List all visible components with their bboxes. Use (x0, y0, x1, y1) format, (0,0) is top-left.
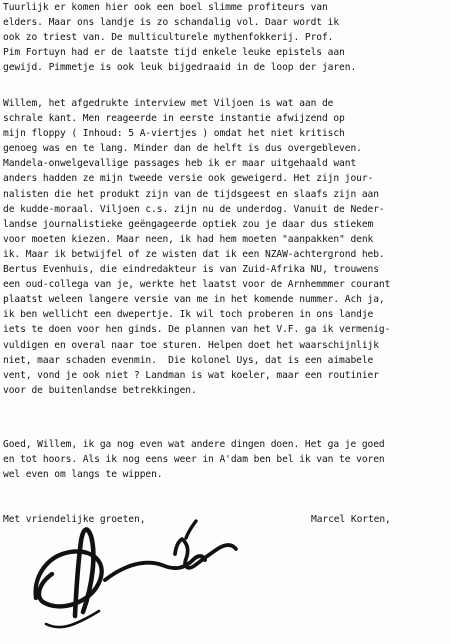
text-line: en tot hoors. Als ik nog eens weer in A'dam ben bel ik van te voren (3, 454, 385, 466)
text-line: ook zo triest van. De multiculturele mythenfokkerij. Prof. (3, 32, 334, 44)
signature-stroke (36, 551, 102, 606)
text-line: gewijd. Pimmetje is ook leuk bijgedraaid in de loop der jaren. (3, 62, 357, 74)
text-line: Tuurlijk er komen hier ook een boel slimme profiteurs van (3, 2, 328, 13)
text-line: wel even om langs te wippen. (3, 469, 163, 481)
text-line: ik. Maar ik betwijfel of ze wisten dat ik een NZAW-achtergrond heb. (3, 248, 385, 260)
letter-paragraph-3 (3, 437, 450, 482)
sender-name: Marcel Korten, (311, 514, 391, 525)
letter-paragraph-1 (3, 0, 450, 75)
signature-stroke (105, 556, 205, 580)
text-line: Mandela-onwelgevallige passages heb ik er maar uitgehaald want (3, 158, 357, 170)
text-line: landse journalistieke geëngageerde optiek zou je daar dus stiekem (3, 218, 374, 230)
text-line: ik ben wellicht een dwepertje. Ik wil toch proberen in ons landje (3, 309, 374, 321)
letter-paragraph-2 (3, 96, 450, 398)
letter-closing: Met vriendelijke groeten, (3, 514, 146, 525)
text-line: voor de buitenlandse betrekkingen. (3, 384, 197, 396)
text-line: Bertus Evenhuis, die eindredakteur is van Zuid-Afrika NU, trouwens (3, 264, 379, 276)
text-line: een oud-collega van je, werkte het laatst voor de Arnhemmmer courant (3, 279, 391, 291)
text-line: plaatst weleen langere versie van me in het komende nummer. Ach ja, (3, 294, 385, 306)
signature-stroke (46, 611, 99, 627)
text-line: de kudde-moraal. Viljoen c.s. zijn nu de underdog. Vanuit de Neder- (3, 203, 385, 215)
text-line: Goed, Willem, ik ga nog even wat andere dingen doen. Het ga je goed (3, 439, 385, 450)
text-line: vent, vond je ook niet ? Landman is wat koeler, maar een routinier (3, 369, 379, 381)
text-line: schrale kant. Men reageerde in eerste instantie afwijzend op (3, 113, 345, 125)
text-line: mijn floppy ( Inhoud: 5 A-viertjes ) omdat het niet kritisch (3, 128, 345, 140)
text-line: niet, maar schaden evenmin. Die kolonel Uys, dat is een aimabele (3, 354, 374, 366)
text-line: elders. Maar ons landje is zo schandalig vol. Daar wordt ik (3, 17, 340, 29)
text-line: iets te doen voor hen ginds. De plannen van het V.F. ga ik vermenig- (3, 324, 391, 336)
text-line: genoeg was en te lang. Minder dan de helft is dus overgebleven. (3, 143, 362, 155)
text-line: nalisten die het produkt zijn van de tijdsgeest en slaafs zijn aan (3, 188, 379, 200)
text-line: Willem, het afgedrukte interview met Viljoen is wat aan de (3, 98, 334, 109)
text-line: Pim Fortuyn had er de laatste tijd enkele leuke epistels aan (3, 47, 345, 59)
text-line: anders hadden ze mijn tweede versie ook geweigerd. Het zijn jour- (3, 173, 374, 185)
text-line: voor moeten kiezen. Maar neen, ik had hem moeten "aanpakken" denk (3, 233, 374, 245)
signature-stroke (75, 530, 93, 616)
signature-stroke (175, 539, 236, 568)
text-line: vuldigen en overal naar toe sturen. Helpen doet het waarschijnlijk (3, 339, 379, 351)
signature-stroke (186, 521, 196, 538)
